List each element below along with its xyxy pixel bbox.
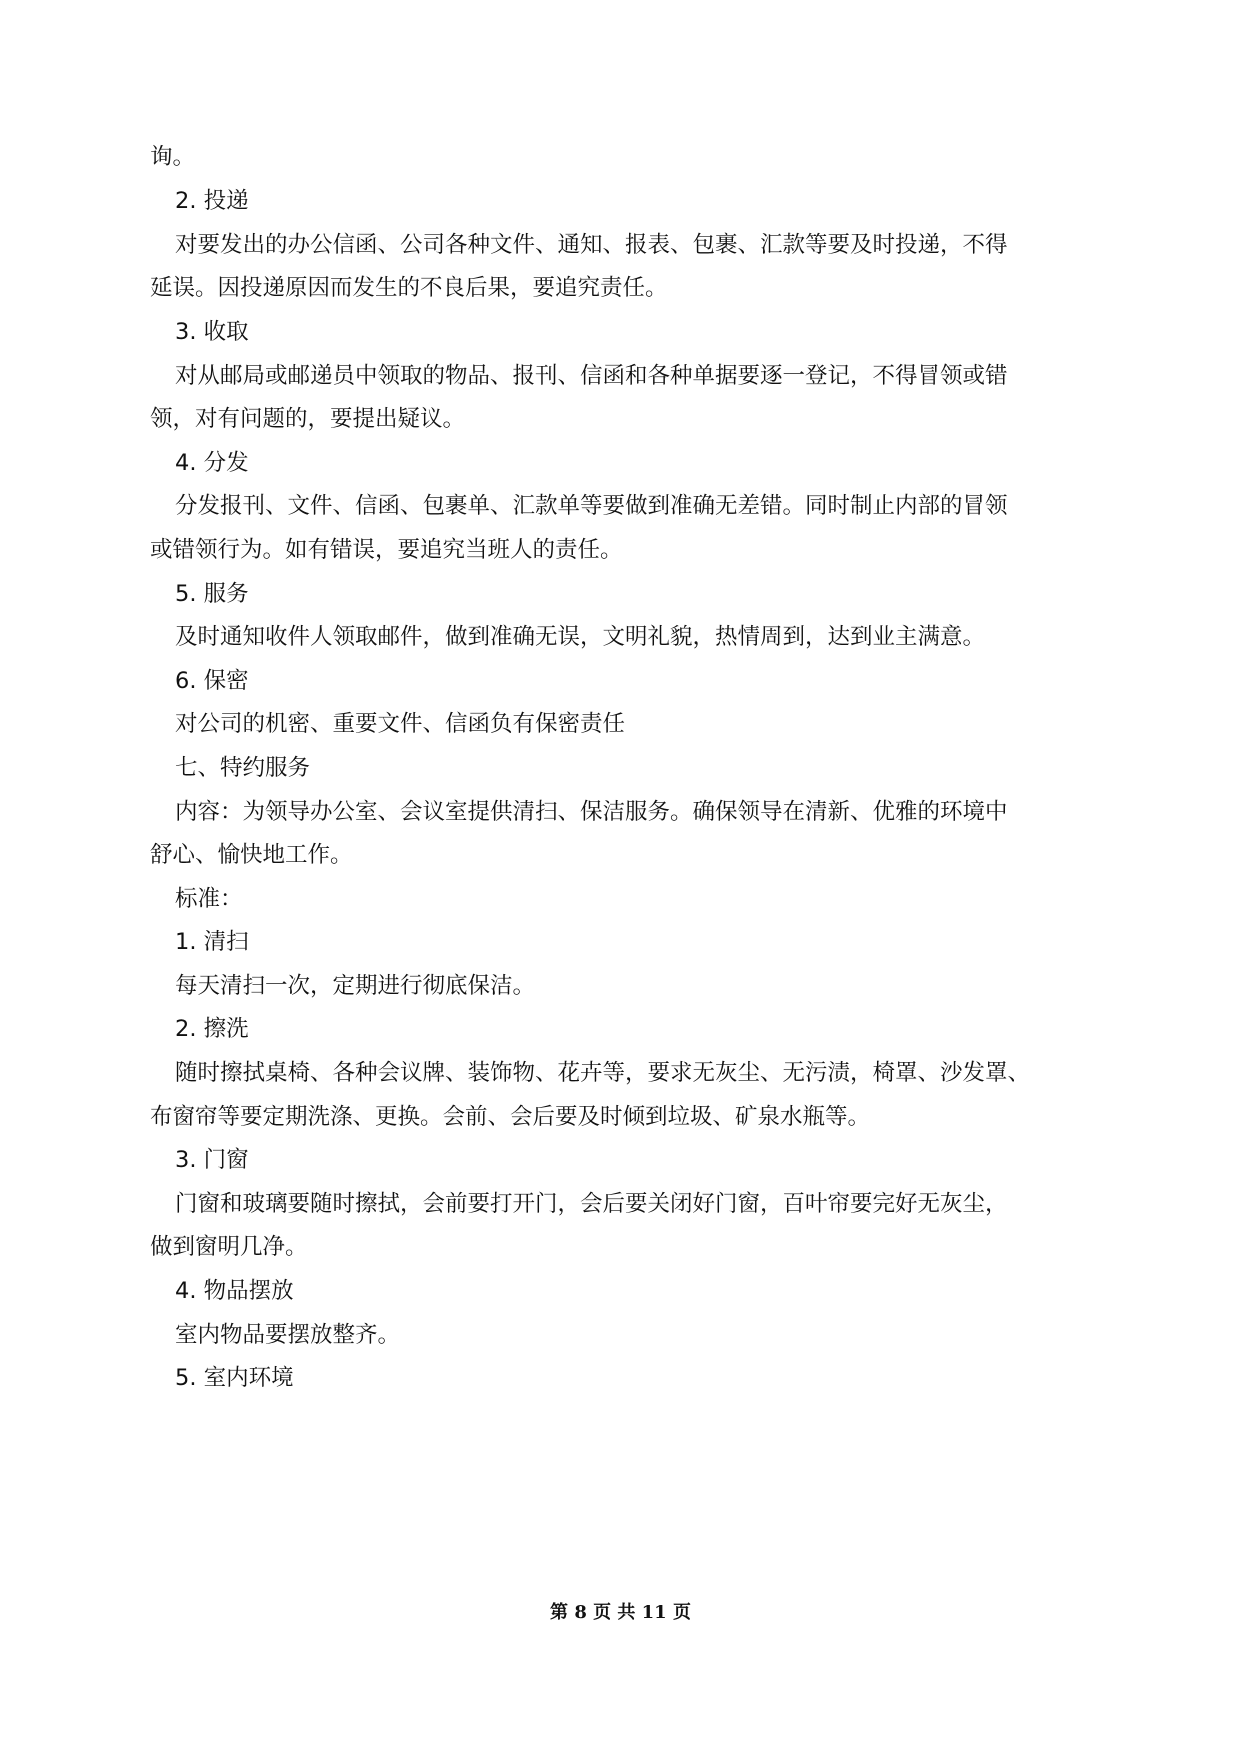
text-line: 每天清扫一次，定期进行彻底保洁。 bbox=[175, 973, 536, 999]
section-heading: 七、特约服务 bbox=[175, 755, 311, 781]
page-number-footer: 第 8 页 共 11 页 bbox=[550, 1602, 691, 1623]
text-line: 对公司的机密、重要文件、信函负有保密责任 bbox=[175, 711, 626, 737]
text-line: 标准： bbox=[175, 886, 243, 912]
section-heading: 3. 门窗 bbox=[175, 1147, 249, 1173]
section-heading: 2. 投递 bbox=[175, 188, 249, 214]
text-line: 延误。因投递原因而发生的不良后果，要追究责任。 bbox=[150, 275, 668, 301]
text-line: 门窗和玻璃要随时擦拭，会前要打开门，会后要关闭好门窗，百叶帘要完好无灰尘， bbox=[175, 1191, 1008, 1217]
section-heading: 3. 收取 bbox=[175, 319, 249, 345]
text-line: 舒心、愉快地工作。 bbox=[150, 842, 353, 868]
text-line: 室内物品要摆放整齐。 bbox=[175, 1322, 401, 1348]
section-heading: 5. 服务 bbox=[175, 581, 249, 607]
section-heading: 2. 擦洗 bbox=[175, 1016, 249, 1042]
text-line: 对要发出的办公信函、公司各种文件、通知、报表、包裹、汇款等要及时投递，不得 bbox=[175, 232, 1008, 258]
section-heading: 4. 分发 bbox=[175, 450, 249, 476]
text-line: 分发报刊、文件、信函、包裹单、汇款单等要做到准确无差错。同时制止内部的冒领 bbox=[175, 493, 1008, 519]
section-heading: 4. 物品摆放 bbox=[175, 1278, 294, 1304]
text-line: 询。 bbox=[150, 144, 196, 170]
section-heading: 5. 室内环境 bbox=[175, 1365, 294, 1391]
section-heading: 6. 保密 bbox=[175, 668, 249, 694]
text-line: 对从邮局或邮递员中领取的物品、报刊、信函和各种单据要逐一登记，不得冒领或错 bbox=[175, 363, 1008, 389]
text-line: 内容：为领导办公室、会议室提供清扫、保洁服务。确保领导在清新、优雅的环境中 bbox=[175, 799, 1008, 825]
text-line: 及时通知收件人领取邮件，做到准确无误，文明礼貌，热情周到，达到业主满意。 bbox=[175, 624, 986, 650]
section-heading: 1. 清扫 bbox=[175, 929, 249, 955]
text-line: 或错领行为。如有错误，要追究当班人的责任。 bbox=[150, 537, 623, 563]
text-line: 布窗帘等要定期洗涤、更换。会前、会后要及时倾到垃圾、矿泉水瓶等。 bbox=[150, 1104, 871, 1130]
text-line: 做到窗明几净。 bbox=[150, 1234, 308, 1260]
text-line: 领，对有问题的，要提出疑议。 bbox=[150, 406, 466, 432]
text-line: 随时擦拭桌椅、各种会议牌、装饰物、花卉等，要求无灰尘、无污渍，椅罩、沙发罩、 bbox=[175, 1060, 1031, 1086]
